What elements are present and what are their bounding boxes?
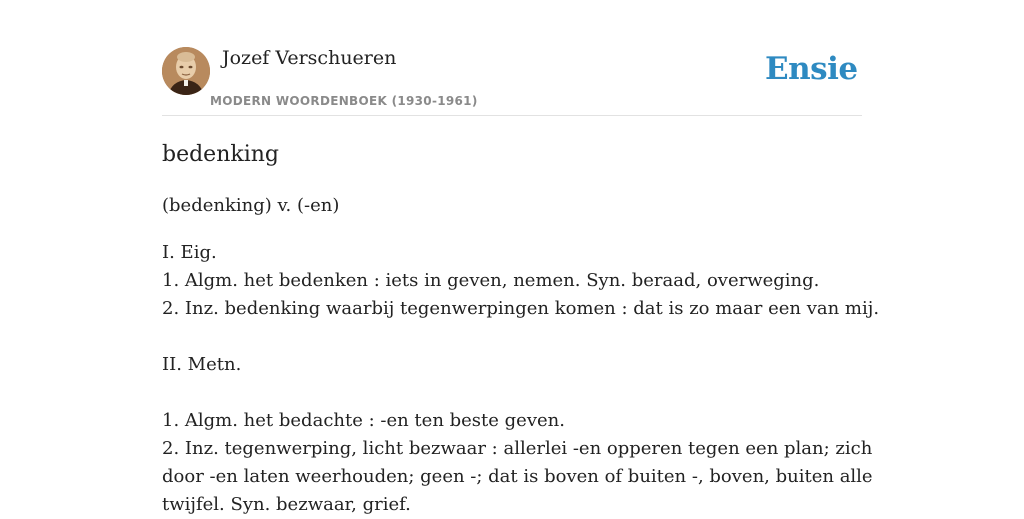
definition-body: [162, 239, 880, 519]
header-divider: [162, 115, 862, 116]
definition-line: 1. Algm. het bedachte : -en ten beste geven.: [162, 410, 565, 431]
definition-line: [162, 323, 862, 351]
definition-line: [162, 379, 862, 407]
ensie-logo[interactable]: Ensie: [765, 51, 858, 87]
grammar-info: (bedenking) v. (-en): [162, 195, 340, 216]
definition-line: I. Eig.: [162, 242, 217, 263]
definition-line: II. Metn.: [162, 354, 242, 375]
source-label[interactable]: MODERN WOORDENBOEK (1930-1961): [210, 94, 478, 108]
definition-line: door -en laten weerhouden; geen -; dat is boven of buiten -, boven, buiten alle: [162, 466, 873, 487]
definition-line: 2. Inz. bedenking waarbij tegenwerpingen komen : dat is zo maar een van mij.: [162, 298, 880, 319]
headword: bedenking: [162, 142, 279, 167]
definition-line: twijfel. Syn. bezwaar, grief.: [162, 494, 411, 515]
author-name[interactable]: Jozef Verschueren: [222, 47, 397, 69]
author-avatar-icon[interactable]: [162, 47, 210, 95]
definition-line: 2. Inz. tegenwerping, licht bezwaar : allerlei -en opperen tegen een plan; zich: [162, 438, 873, 459]
portrait-icon: [162, 47, 210, 95]
definition-line: 1. Algm. het bedenken : iets in geven, nemen. Syn. beraad, overweging.: [162, 270, 820, 291]
